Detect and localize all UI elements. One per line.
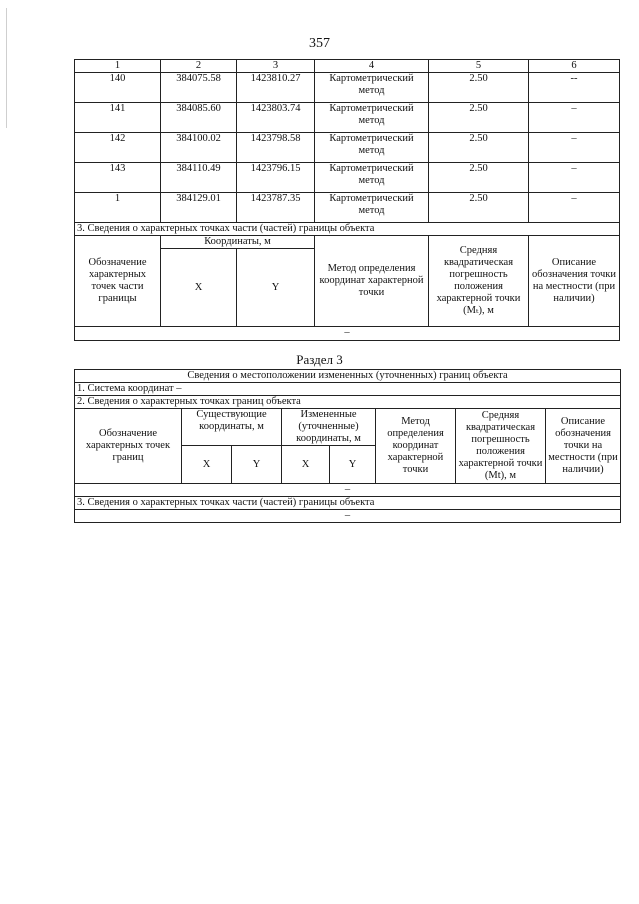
header-designation: Обозначение характерных точек части границы [75,236,161,327]
method: Картометрический метод [315,103,429,133]
coord-x: 384075.58 [161,73,237,103]
header-method: Метод определения координат характерной точки [376,409,456,484]
description: – [529,163,620,193]
error-value: 2.50 [429,73,529,103]
col-number: 3 [237,60,315,73]
page-number: 357 [309,36,330,51]
coord-y: 1423810.27 [237,73,315,103]
col-number: 5 [429,60,529,73]
empty-dash: – [75,484,621,497]
point-number: 143 [75,163,161,193]
error-value: 2.50 [429,133,529,163]
table-row [75,163,620,193]
section-row [75,223,620,236]
coord-x: 384110.49 [161,163,237,193]
empty-dash: – [75,327,620,341]
coord-x: 384085.60 [161,103,237,133]
header-changed-coordinates: Измененные (уточненные) координаты, м [282,409,376,446]
table-row [75,133,620,163]
header-y: Y [237,249,315,327]
col-number: 6 [529,60,620,73]
method: Картометрический метод [315,133,429,163]
coord-y: 1423796.15 [237,163,315,193]
col-number: 1 [75,60,161,73]
coord-y: 1423798.58 [237,133,315,163]
points-section-title: 2. Сведения о характерных точках границ объекта [75,396,621,409]
table-title: Сведения о местоположении измененных (уточненных) границ объекта [75,370,621,383]
header-x: X [161,249,237,327]
coord-y: 1423803.74 [237,103,315,133]
column-number-row [75,60,620,73]
description: – [529,103,620,133]
scan-margin-line [6,8,7,128]
header-y: Y [232,446,282,484]
point-number: 141 [75,103,161,133]
section-heading: Раздел 3 [296,352,343,367]
coord-x: 384129.01 [161,193,237,223]
error-value: 2.50 [429,103,529,133]
description: -- [529,73,620,103]
table-row [75,103,620,133]
header-coordinates: Координаты, м [161,236,315,249]
table-row [75,73,620,103]
col-number: 2 [161,60,237,73]
header-existing-coordinates: Существующие координаты, м [182,409,282,446]
method: Картометрический метод [315,73,429,103]
method: Картометрический метод [315,193,429,223]
header-description: Описание обозначения точки на местности (при наличии) [546,409,621,484]
description: – [529,193,620,223]
header-x: X [282,446,330,484]
header-error: Средняя квадратическая погрешность положения характерной точки (Mₜ), м [429,236,529,327]
changed-boundaries-table [74,369,621,523]
error-value: 2.50 [429,193,529,223]
description: – [529,133,620,163]
col-number: 4 [315,60,429,73]
header-description: Описание обозначения точки на местности (при наличии) [529,236,620,327]
point-number: 1 [75,193,161,223]
parts-section-title: 3. Сведения о характерных точках части (частей) границы объекта [75,223,620,236]
header-error: Средняя квадратическая погрешность положения характерной точки (Mt), м [456,409,546,484]
coord-x: 384100.02 [161,133,237,163]
error-value: 2.50 [429,163,529,193]
coordinates-table [74,59,620,341]
parts-section-title: 3. Сведения о характерных точках части (частей) границы объекта [75,497,621,510]
header-method: Метод определения координат характерной точки [315,236,429,327]
coord-y: 1423787.35 [237,193,315,223]
point-number: 142 [75,133,161,163]
empty-dash: – [75,510,621,523]
coordinate-system: 1. Система координат – [75,383,621,396]
point-number: 140 [75,73,161,103]
header-y: Y [330,446,376,484]
header-designation: Обозначение характерных точек границ [75,409,182,484]
method: Картометрический метод [315,163,429,193]
table-row [75,193,620,223]
header-x: X [182,446,232,484]
